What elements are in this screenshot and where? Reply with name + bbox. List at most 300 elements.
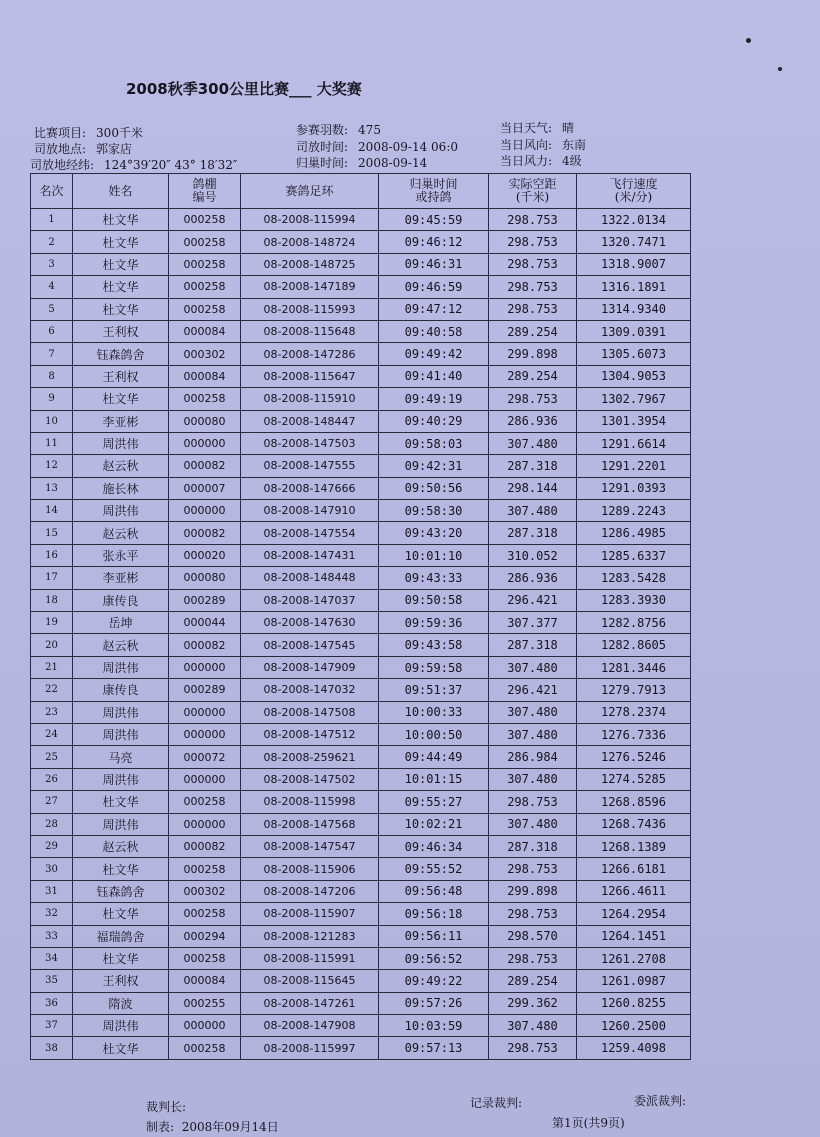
table-row (31, 231, 691, 253)
table-row (31, 432, 691, 454)
name-cell: 周洪伟 (73, 768, 169, 790)
speed-cell: 1282.8605 (577, 634, 691, 656)
speed-cell: 1301.3954 (577, 410, 691, 432)
ring-cell: 08-2008-147554 (241, 522, 379, 544)
loft-cell: 000082 (169, 455, 241, 477)
ring-cell: 08-2008-148725 (241, 253, 379, 275)
table-row (31, 992, 691, 1014)
time-cell: 09:43:33 (379, 567, 489, 589)
name-cell: 杜文华 (73, 791, 169, 813)
rank-cell: 12 (31, 455, 73, 477)
time-cell: 09:56:52 (379, 947, 489, 969)
distance-cell: 298.753 (489, 858, 577, 880)
chief-referee: 裁判长: (146, 1100, 187, 1114)
name-cell: 周洪伟 (73, 500, 169, 522)
table-row (31, 634, 691, 656)
distance-cell: 289.254 (489, 970, 577, 992)
loft-cell: 000000 (169, 500, 241, 522)
loft-cell: 000289 (169, 589, 241, 611)
coord-label: 司放地经纬: (30, 158, 95, 172)
rank-cell: 26 (31, 768, 73, 790)
table-row (31, 746, 691, 768)
rank-cell: 9 (31, 388, 73, 410)
name-cell: 赵云秋 (73, 522, 169, 544)
time-cell: 09:41:40 (379, 365, 489, 387)
speed-cell: 1304.9053 (577, 365, 691, 387)
rank-cell: 34 (31, 947, 73, 969)
rank-cell: 17 (31, 567, 73, 589)
time-cell: 09:51:37 (379, 679, 489, 701)
name-cell: 杜文华 (73, 388, 169, 410)
table-row (31, 500, 691, 522)
distance-cell: 298.753 (489, 209, 577, 231)
name-cell: 隋波 (73, 992, 169, 1014)
time-cell: 09:45:59 (379, 209, 489, 231)
ring-cell: 08-2008-148724 (241, 231, 379, 253)
loft-cell: 000258 (169, 791, 241, 813)
loft-cell: 000258 (169, 947, 241, 969)
loft-cell: 000000 (169, 723, 241, 745)
loft-cell: 000258 (169, 209, 241, 231)
time-cell: 09:56:18 (379, 903, 489, 925)
rank-cell: 29 (31, 835, 73, 857)
table-row (31, 253, 691, 275)
table-row (31, 1015, 691, 1037)
loft-cell: 000000 (169, 1015, 241, 1037)
loft-cell: 000080 (169, 567, 241, 589)
ring-cell: 08-2008-115648 (241, 320, 379, 342)
speed-cell: 1276.5246 (577, 746, 691, 768)
rank-cell: 24 (31, 723, 73, 745)
loft-cell: 000289 (169, 679, 241, 701)
table-row (31, 477, 691, 499)
ring-cell: 08-2008-147568 (241, 813, 379, 835)
ring-cell: 08-2008-147037 (241, 589, 379, 611)
name-cell: 杜文华 (73, 947, 169, 969)
punch-mark (746, 38, 751, 43)
speed-cell: 1279.7913 (577, 679, 691, 701)
speed-cell: 1261.0987 (577, 970, 691, 992)
table-row (31, 723, 691, 745)
ring-cell: 08-2008-148448 (241, 567, 379, 589)
time-cell: 09:46:12 (379, 231, 489, 253)
table-row (31, 679, 691, 701)
ring-cell: 08-2008-147666 (241, 477, 379, 499)
table-row (31, 1037, 691, 1059)
rank-cell: 7 (31, 343, 73, 365)
speed-cell: 1283.3930 (577, 589, 691, 611)
wind-dir-label: 当日风向: (500, 138, 553, 152)
rank-cell: 19 (31, 612, 73, 634)
table-row (31, 768, 691, 790)
ring-cell: 08-2008-147545 (241, 634, 379, 656)
ring-cell: 08-2008-147910 (241, 500, 379, 522)
speed-cell: 1268.7436 (577, 813, 691, 835)
time-cell: 09:44:49 (379, 746, 489, 768)
ring-cell: 08-2008-147261 (241, 992, 379, 1014)
time-cell: 09:49:22 (379, 970, 489, 992)
time-cell: 09:46:34 (379, 835, 489, 857)
name-cell: 周洪伟 (73, 1015, 169, 1037)
project-value: 300千米 (96, 126, 143, 140)
col-loft-header: 鸽棚 编号 (169, 174, 241, 209)
distance-cell: 307.480 (489, 768, 577, 790)
time-cell: 09:47:12 (379, 298, 489, 320)
distance-cell: 289.254 (489, 365, 577, 387)
release-time-info (296, 138, 458, 155)
ring-cell: 08-2008-147547 (241, 835, 379, 857)
ring-cell: 08-2008-147630 (241, 612, 379, 634)
rank-cell: 28 (31, 813, 73, 835)
distance-cell: 296.421 (489, 589, 577, 611)
site-value: 郭家店 (96, 142, 133, 156)
loft-cell: 000294 (169, 925, 241, 947)
time-cell: 09:56:48 (379, 880, 489, 902)
table-row (31, 320, 691, 342)
time-cell: 09:59:58 (379, 656, 489, 678)
wind-dir-value: 东南 (562, 138, 587, 152)
release-time-label: 司放时间: (296, 140, 349, 154)
distance-cell: 286.936 (489, 410, 577, 432)
entry-count-info (296, 121, 381, 138)
col-rank-header: 名次 (31, 174, 73, 209)
table-header-row (31, 174, 691, 209)
name-cell: 杜文华 (73, 903, 169, 925)
time-cell: 09:46:31 (379, 253, 489, 275)
made-date: 2008年09月14日 (181, 1120, 279, 1134)
rank-cell: 33 (31, 925, 73, 947)
return-time-label: 归巢时间: (296, 156, 349, 170)
distance-cell: 299.362 (489, 992, 577, 1014)
name-cell: 赵云秋 (73, 634, 169, 656)
loft-cell: 000084 (169, 365, 241, 387)
table-row (31, 656, 691, 678)
speed-cell: 1291.6614 (577, 432, 691, 454)
loft-cell: 000020 (169, 544, 241, 566)
time-cell: 09:55:52 (379, 858, 489, 880)
name-cell: 岳坤 (73, 612, 169, 634)
loft-cell: 000258 (169, 231, 241, 253)
wind-force-value: 4级 (562, 154, 582, 168)
rank-cell: 25 (31, 746, 73, 768)
distance-cell: 287.318 (489, 835, 577, 857)
rank-cell: 32 (31, 903, 73, 925)
loft-cell: 000000 (169, 701, 241, 723)
name-cell: 王利权 (73, 320, 169, 342)
weather-value: 晴 (562, 121, 575, 135)
speed-cell: 1268.8596 (577, 791, 691, 813)
loft-cell: 000082 (169, 634, 241, 656)
rank-cell: 3 (31, 253, 73, 275)
time-cell: 09:40:29 (379, 410, 489, 432)
rank-cell: 27 (31, 791, 73, 813)
distance-cell: 307.480 (489, 432, 577, 454)
name-cell: 李亚彬 (73, 410, 169, 432)
distance-cell: 298.753 (489, 298, 577, 320)
rank-cell: 36 (31, 992, 73, 1014)
speed-cell: 1291.2201 (577, 455, 691, 477)
ring-cell: 08-2008-147431 (241, 544, 379, 566)
col-time-header: 归巢时间 或持鸽 (379, 174, 489, 209)
name-cell: 杜文华 (73, 298, 169, 320)
name-cell: 马亮 (73, 746, 169, 768)
speed-cell: 1261.2708 (577, 947, 691, 969)
page-title: 2008秋季300公里比赛___ 大奖赛 (126, 80, 362, 98)
name-cell: 杜文华 (73, 209, 169, 231)
rank-cell: 14 (31, 500, 73, 522)
ring-cell: 08-2008-115994 (241, 209, 379, 231)
name-cell: 王利权 (73, 970, 169, 992)
rank-cell: 20 (31, 634, 73, 656)
rank-cell: 22 (31, 679, 73, 701)
time-cell: 09:49:42 (379, 343, 489, 365)
time-cell: 09:58:30 (379, 500, 489, 522)
rank-cell: 11 (31, 432, 73, 454)
ring-cell: 08-2008-147555 (241, 455, 379, 477)
loft-cell: 000000 (169, 656, 241, 678)
time-cell: 09:42:31 (379, 455, 489, 477)
distance-cell: 286.984 (489, 746, 577, 768)
table-row (31, 925, 691, 947)
coord-value: 124°39′20″ 43° 18′32″ (104, 158, 238, 172)
rank-cell: 23 (31, 701, 73, 723)
count-value: 475 (358, 123, 381, 137)
rank-cell: 13 (31, 477, 73, 499)
distance-cell: 298.753 (489, 276, 577, 298)
time-cell: 09:50:56 (379, 477, 489, 499)
table-row (31, 410, 691, 432)
ring-cell: 08-2008-147286 (241, 343, 379, 365)
time-cell: 09:57:26 (379, 992, 489, 1014)
speed-cell: 1305.6073 (577, 343, 691, 365)
ring-cell: 08-2008-115647 (241, 365, 379, 387)
time-cell: 09:49:19 (379, 388, 489, 410)
weather-label: 当日天气: (500, 121, 553, 135)
results-table (30, 173, 691, 1060)
distance-cell: 310.052 (489, 544, 577, 566)
distance-cell: 298.753 (489, 1037, 577, 1059)
rank-cell: 1 (31, 209, 73, 231)
distance-cell: 307.377 (489, 612, 577, 634)
distance-cell: 299.898 (489, 343, 577, 365)
loft-cell: 000302 (169, 880, 241, 902)
table-row (31, 298, 691, 320)
made-label: 制表: (146, 1120, 175, 1134)
loft-cell: 000258 (169, 298, 241, 320)
speed-cell: 1264.1451 (577, 925, 691, 947)
rank-cell: 15 (31, 522, 73, 544)
name-cell: 张永平 (73, 544, 169, 566)
count-label: 参赛羽数: (296, 123, 349, 137)
table-row (31, 567, 691, 589)
loft-cell: 000084 (169, 970, 241, 992)
speed-cell: 1314.9340 (577, 298, 691, 320)
name-cell: 康传良 (73, 679, 169, 701)
loft-cell: 000258 (169, 1037, 241, 1059)
release-site-info (34, 140, 132, 157)
col-name-header: 姓名 (73, 174, 169, 209)
loft-cell: 000000 (169, 813, 241, 835)
time-cell: 09:57:13 (379, 1037, 489, 1059)
distance-cell: 307.480 (489, 500, 577, 522)
name-cell: 李亚彬 (73, 567, 169, 589)
table-row (31, 880, 691, 902)
table-row (31, 612, 691, 634)
table-row (31, 858, 691, 880)
loft-cell: 000044 (169, 612, 241, 634)
distance-cell: 298.753 (489, 903, 577, 925)
name-cell: 杜文华 (73, 1037, 169, 1059)
table-row (31, 970, 691, 992)
project-info (34, 124, 143, 141)
assigned-referee: 委派裁判: (634, 1094, 687, 1108)
table-row (31, 701, 691, 723)
distance-cell: 298.570 (489, 925, 577, 947)
name-cell: 周洪伟 (73, 701, 169, 723)
loft-cell: 000258 (169, 903, 241, 925)
wind-force-label: 当日风力: (500, 154, 553, 168)
col-distance-header: 实际空距 (千米) (489, 174, 577, 209)
distance-cell: 287.318 (489, 522, 577, 544)
ring-cell: 08-2008-147508 (241, 701, 379, 723)
return-time-info (296, 154, 427, 171)
rank-cell: 31 (31, 880, 73, 902)
loft-cell: 000007 (169, 477, 241, 499)
col-ring-header: 赛鸽足环 (241, 174, 379, 209)
rank-cell: 16 (31, 544, 73, 566)
speed-cell: 1283.5428 (577, 567, 691, 589)
speed-cell: 1259.4098 (577, 1037, 691, 1059)
loft-cell: 000072 (169, 746, 241, 768)
distance-cell: 298.753 (489, 791, 577, 813)
ring-cell: 08-2008-147032 (241, 679, 379, 701)
name-cell: 赵云秋 (73, 455, 169, 477)
col-speed-header: 飞行速度 (米/分) (577, 174, 691, 209)
coordinates-info (30, 156, 237, 173)
speed-cell: 1260.2500 (577, 1015, 691, 1037)
distance-cell: 299.898 (489, 880, 577, 902)
speed-cell: 1309.0391 (577, 320, 691, 342)
ring-cell: 08-2008-147908 (241, 1015, 379, 1037)
rank-cell: 30 (31, 858, 73, 880)
speed-cell: 1316.1891 (577, 276, 691, 298)
speed-cell: 1289.2243 (577, 500, 691, 522)
return-time-value: 2008-09-14 (358, 156, 428, 170)
loft-cell: 000082 (169, 522, 241, 544)
rank-cell: 5 (31, 298, 73, 320)
table-row (31, 813, 691, 835)
speed-cell: 1302.7967 (577, 388, 691, 410)
name-cell: 周洪伟 (73, 723, 169, 745)
name-cell: 杜文华 (73, 231, 169, 253)
table-row (31, 589, 691, 611)
distance-cell: 307.480 (489, 813, 577, 835)
site-label: 司放地点: (34, 142, 87, 156)
rank-cell: 8 (31, 365, 73, 387)
loft-cell: 000258 (169, 253, 241, 275)
speed-cell: 1260.8255 (577, 992, 691, 1014)
name-cell: 康传良 (73, 589, 169, 611)
rank-cell: 37 (31, 1015, 73, 1037)
distance-cell: 298.753 (489, 947, 577, 969)
rank-cell: 10 (31, 410, 73, 432)
ring-cell: 08-2008-259621 (241, 746, 379, 768)
loft-cell: 000258 (169, 858, 241, 880)
time-cell: 10:03:59 (379, 1015, 489, 1037)
table-row (31, 209, 691, 231)
ring-cell: 08-2008-115906 (241, 858, 379, 880)
distance-cell: 298.144 (489, 477, 577, 499)
time-cell: 09:55:27 (379, 791, 489, 813)
ring-cell: 08-2008-115993 (241, 298, 379, 320)
distance-cell: 298.753 (489, 231, 577, 253)
name-cell: 杜文华 (73, 253, 169, 275)
speed-cell: 1320.7471 (577, 231, 691, 253)
table-row (31, 791, 691, 813)
table-row (31, 947, 691, 969)
ring-cell: 08-2008-115997 (241, 1037, 379, 1059)
distance-cell: 289.254 (489, 320, 577, 342)
table-row (31, 388, 691, 410)
loft-cell: 000084 (169, 320, 241, 342)
table-row (31, 903, 691, 925)
speed-cell: 1291.0393 (577, 477, 691, 499)
ring-cell: 08-2008-147206 (241, 880, 379, 902)
loft-cell: 000000 (169, 432, 241, 454)
time-cell: 09:56:11 (379, 925, 489, 947)
rank-cell: 18 (31, 589, 73, 611)
speed-cell: 1322.0134 (577, 209, 691, 231)
ring-cell: 08-2008-115991 (241, 947, 379, 969)
speed-cell: 1276.7336 (577, 723, 691, 745)
name-cell: 杜文华 (73, 276, 169, 298)
weather-info (500, 119, 574, 136)
ring-cell: 08-2008-115907 (241, 903, 379, 925)
time-cell: 09:40:58 (379, 320, 489, 342)
ring-cell: 08-2008-115910 (241, 388, 379, 410)
made-by (146, 1118, 279, 1135)
ring-cell: 08-2008-147512 (241, 723, 379, 745)
table-row (31, 365, 691, 387)
name-cell: 钰森鸽舍 (73, 880, 169, 902)
ring-cell: 08-2008-147909 (241, 656, 379, 678)
time-cell: 10:00:50 (379, 723, 489, 745)
loft-cell: 000302 (169, 343, 241, 365)
table-row (31, 276, 691, 298)
distance-cell: 307.480 (489, 723, 577, 745)
time-cell: 09:46:59 (379, 276, 489, 298)
ring-cell: 08-2008-115998 (241, 791, 379, 813)
ring-cell: 08-2008-147189 (241, 276, 379, 298)
loft-cell: 000080 (169, 410, 241, 432)
loft-cell: 000258 (169, 388, 241, 410)
name-cell: 王利权 (73, 365, 169, 387)
speed-cell: 1318.9007 (577, 253, 691, 275)
distance-cell: 296.421 (489, 679, 577, 701)
ring-cell: 08-2008-147502 (241, 768, 379, 790)
time-cell: 10:01:10 (379, 544, 489, 566)
speed-cell: 1264.2954 (577, 903, 691, 925)
table-row (31, 835, 691, 857)
ring-cell: 08-2008-147503 (241, 432, 379, 454)
time-cell: 09:50:58 (379, 589, 489, 611)
rank-cell: 4 (31, 276, 73, 298)
rank-cell: 21 (31, 656, 73, 678)
speed-cell: 1268.1389 (577, 835, 691, 857)
speed-cell: 1285.6337 (577, 544, 691, 566)
speed-cell: 1274.5285 (577, 768, 691, 790)
page-info: 第1页(共9页) (552, 1116, 625, 1130)
